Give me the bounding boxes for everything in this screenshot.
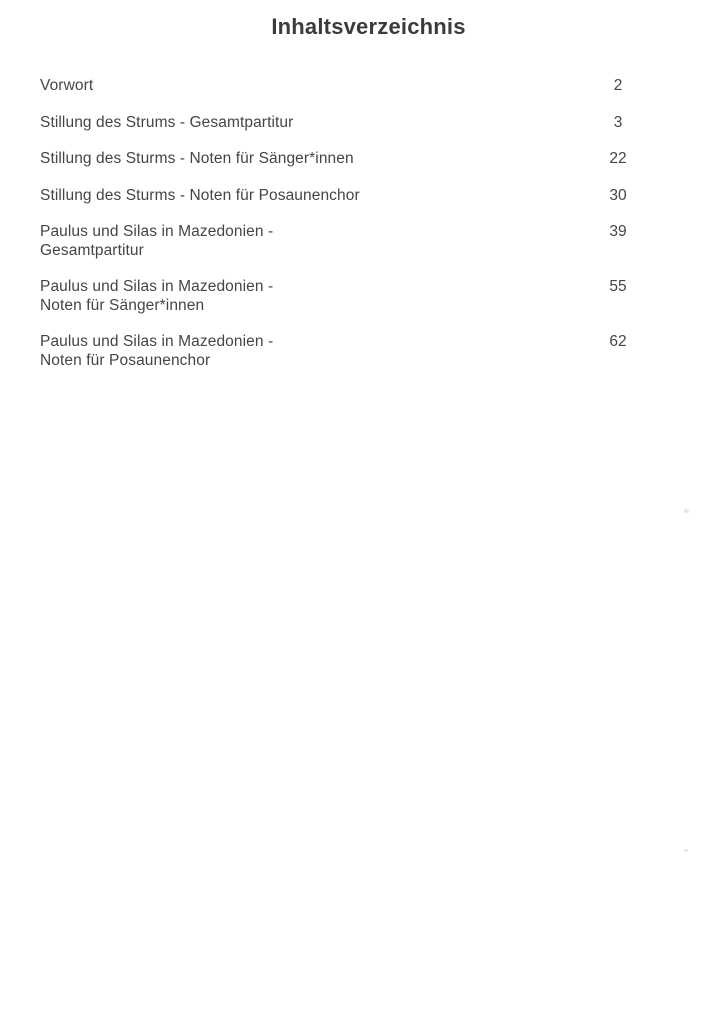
toc-page-number: 30 <box>609 186 627 204</box>
document-page <box>0 14 716 1014</box>
toc-entry-line: Paulus und Silas in Mazedonien - <box>40 333 274 350</box>
toc-entry-label <box>40 278 588 315</box>
toc-page-number: 39 <box>609 223 627 240</box>
toc-entry-stillung-posaunenchor <box>40 187 648 206</box>
toc-entry-line: Vorwort <box>40 77 94 94</box>
toc-list <box>40 77 648 370</box>
toc-entry-stillung-saenger <box>40 150 648 169</box>
toc-entry-label <box>40 223 588 260</box>
toc-entry-line: Paulus und Silas in Mazedonien - <box>40 223 274 240</box>
page-title: Inhaltsverzeichnis <box>271 14 466 39</box>
toc-entry-label <box>40 77 588 96</box>
scan-artifact <box>684 849 688 852</box>
toc-entry-line: Noten für Posaunenchor <box>40 351 211 369</box>
toc-entry-label <box>40 187 588 206</box>
toc-entry-line: Noten für Sänger*innen <box>40 296 205 314</box>
toc-page-number: 62 <box>609 333 627 350</box>
toc-entry-vorwort <box>40 77 648 96</box>
toc-entry-line: Paulus und Silas in Mazedonien - <box>40 278 274 295</box>
toc-entry-line: Gesamtpartitur <box>40 241 144 259</box>
toc-entry-label <box>40 150 588 169</box>
scan-artifact <box>684 509 689 513</box>
toc-entry-label <box>40 114 588 133</box>
toc-entry-paulus-gesamtpartitur <box>40 223 648 260</box>
toc-page-number: 22 <box>609 150 627 167</box>
toc-page-number: 55 <box>609 278 627 295</box>
toc-entry-line: Stillung des Sturms - Noten für Sänger*innen <box>40 150 354 167</box>
toc-entry-line: Stillung des Strums - Gesamtpartitur <box>40 113 294 131</box>
toc-entry-line: Stillung des Sturms - Noten für Posaunenchor <box>40 186 360 204</box>
toc-entry-paulus-saenger <box>40 278 648 315</box>
toc-entry-stillung-gesamtpartitur <box>40 114 648 133</box>
toc-entry-label <box>40 333 588 370</box>
toc-page-number: 2 <box>613 77 623 94</box>
toc-page-number: 3 <box>613 113 623 131</box>
toc-entry-paulus-posaunenchor <box>40 333 648 370</box>
